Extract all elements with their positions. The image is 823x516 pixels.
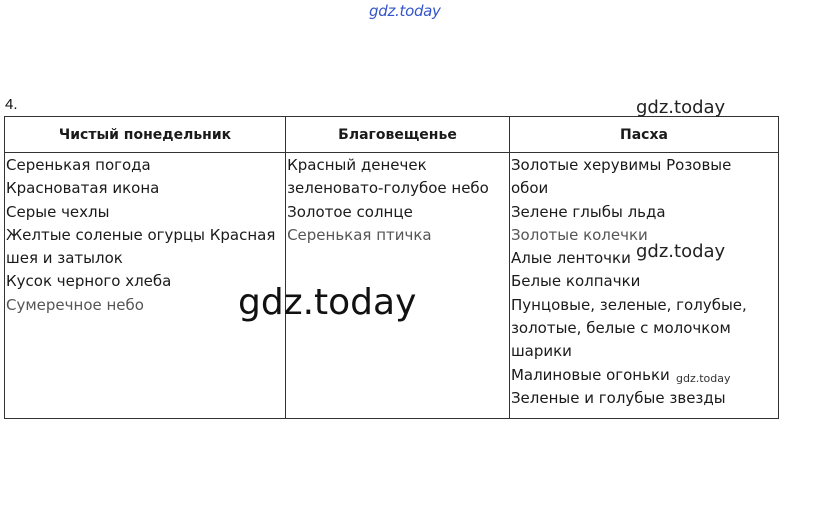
list-item: Алые ленточки [510,249,631,268]
header-annunciation: Благовещенье [286,117,510,153]
header-easter: Пасха [509,117,778,153]
list-item: обои [510,179,549,198]
comparison-table [4,116,779,419]
list-item: Золотое солнце [287,202,413,221]
watermark-text: gdz.today [636,97,726,118]
table-header-row [5,117,779,153]
list-item: Серые чехлы [6,202,110,221]
list-item: Красный денечек [287,156,427,174]
list-item: Кусок черного хлеба [6,272,172,291]
list-item: Серенькая птичка [287,225,432,244]
watermark-large: gdz.today [238,282,417,323]
watermark-text: gdz.today [636,241,726,262]
list-item: Пунцовые, зеленые, голубые, [510,295,747,314]
list-item: Золотые херувимы Розовые [510,156,732,174]
cell-easter [509,153,778,419]
list-item: Серенькая погода [6,156,151,174]
list-item: шарики [510,342,572,361]
list-item: Зелене глыбы льда [510,202,666,221]
list-item: золотые, белые с молочком [510,319,731,338]
header-clean-monday: Чистый понедельник [5,117,286,153]
list-item: Белые колпачки [510,272,641,291]
list-item: Красноватая икона [6,179,160,198]
list-item: Желтые соленые огурцы Красная [6,225,276,244]
list-item: Золотые колечки [510,225,648,244]
list-item: шея и затылок [6,249,123,268]
watermark-top: gdz.today [369,2,441,20]
watermark-small: gdz.today [676,372,731,385]
list-item: зеленовато-голубое небо [287,179,489,198]
list-item: Сумеречное небо [6,295,144,314]
list-item: Малиновые огоньки [510,365,670,384]
list-item: Зеленые и голубые звезды [510,388,726,407]
task-number: 4. [5,96,18,113]
